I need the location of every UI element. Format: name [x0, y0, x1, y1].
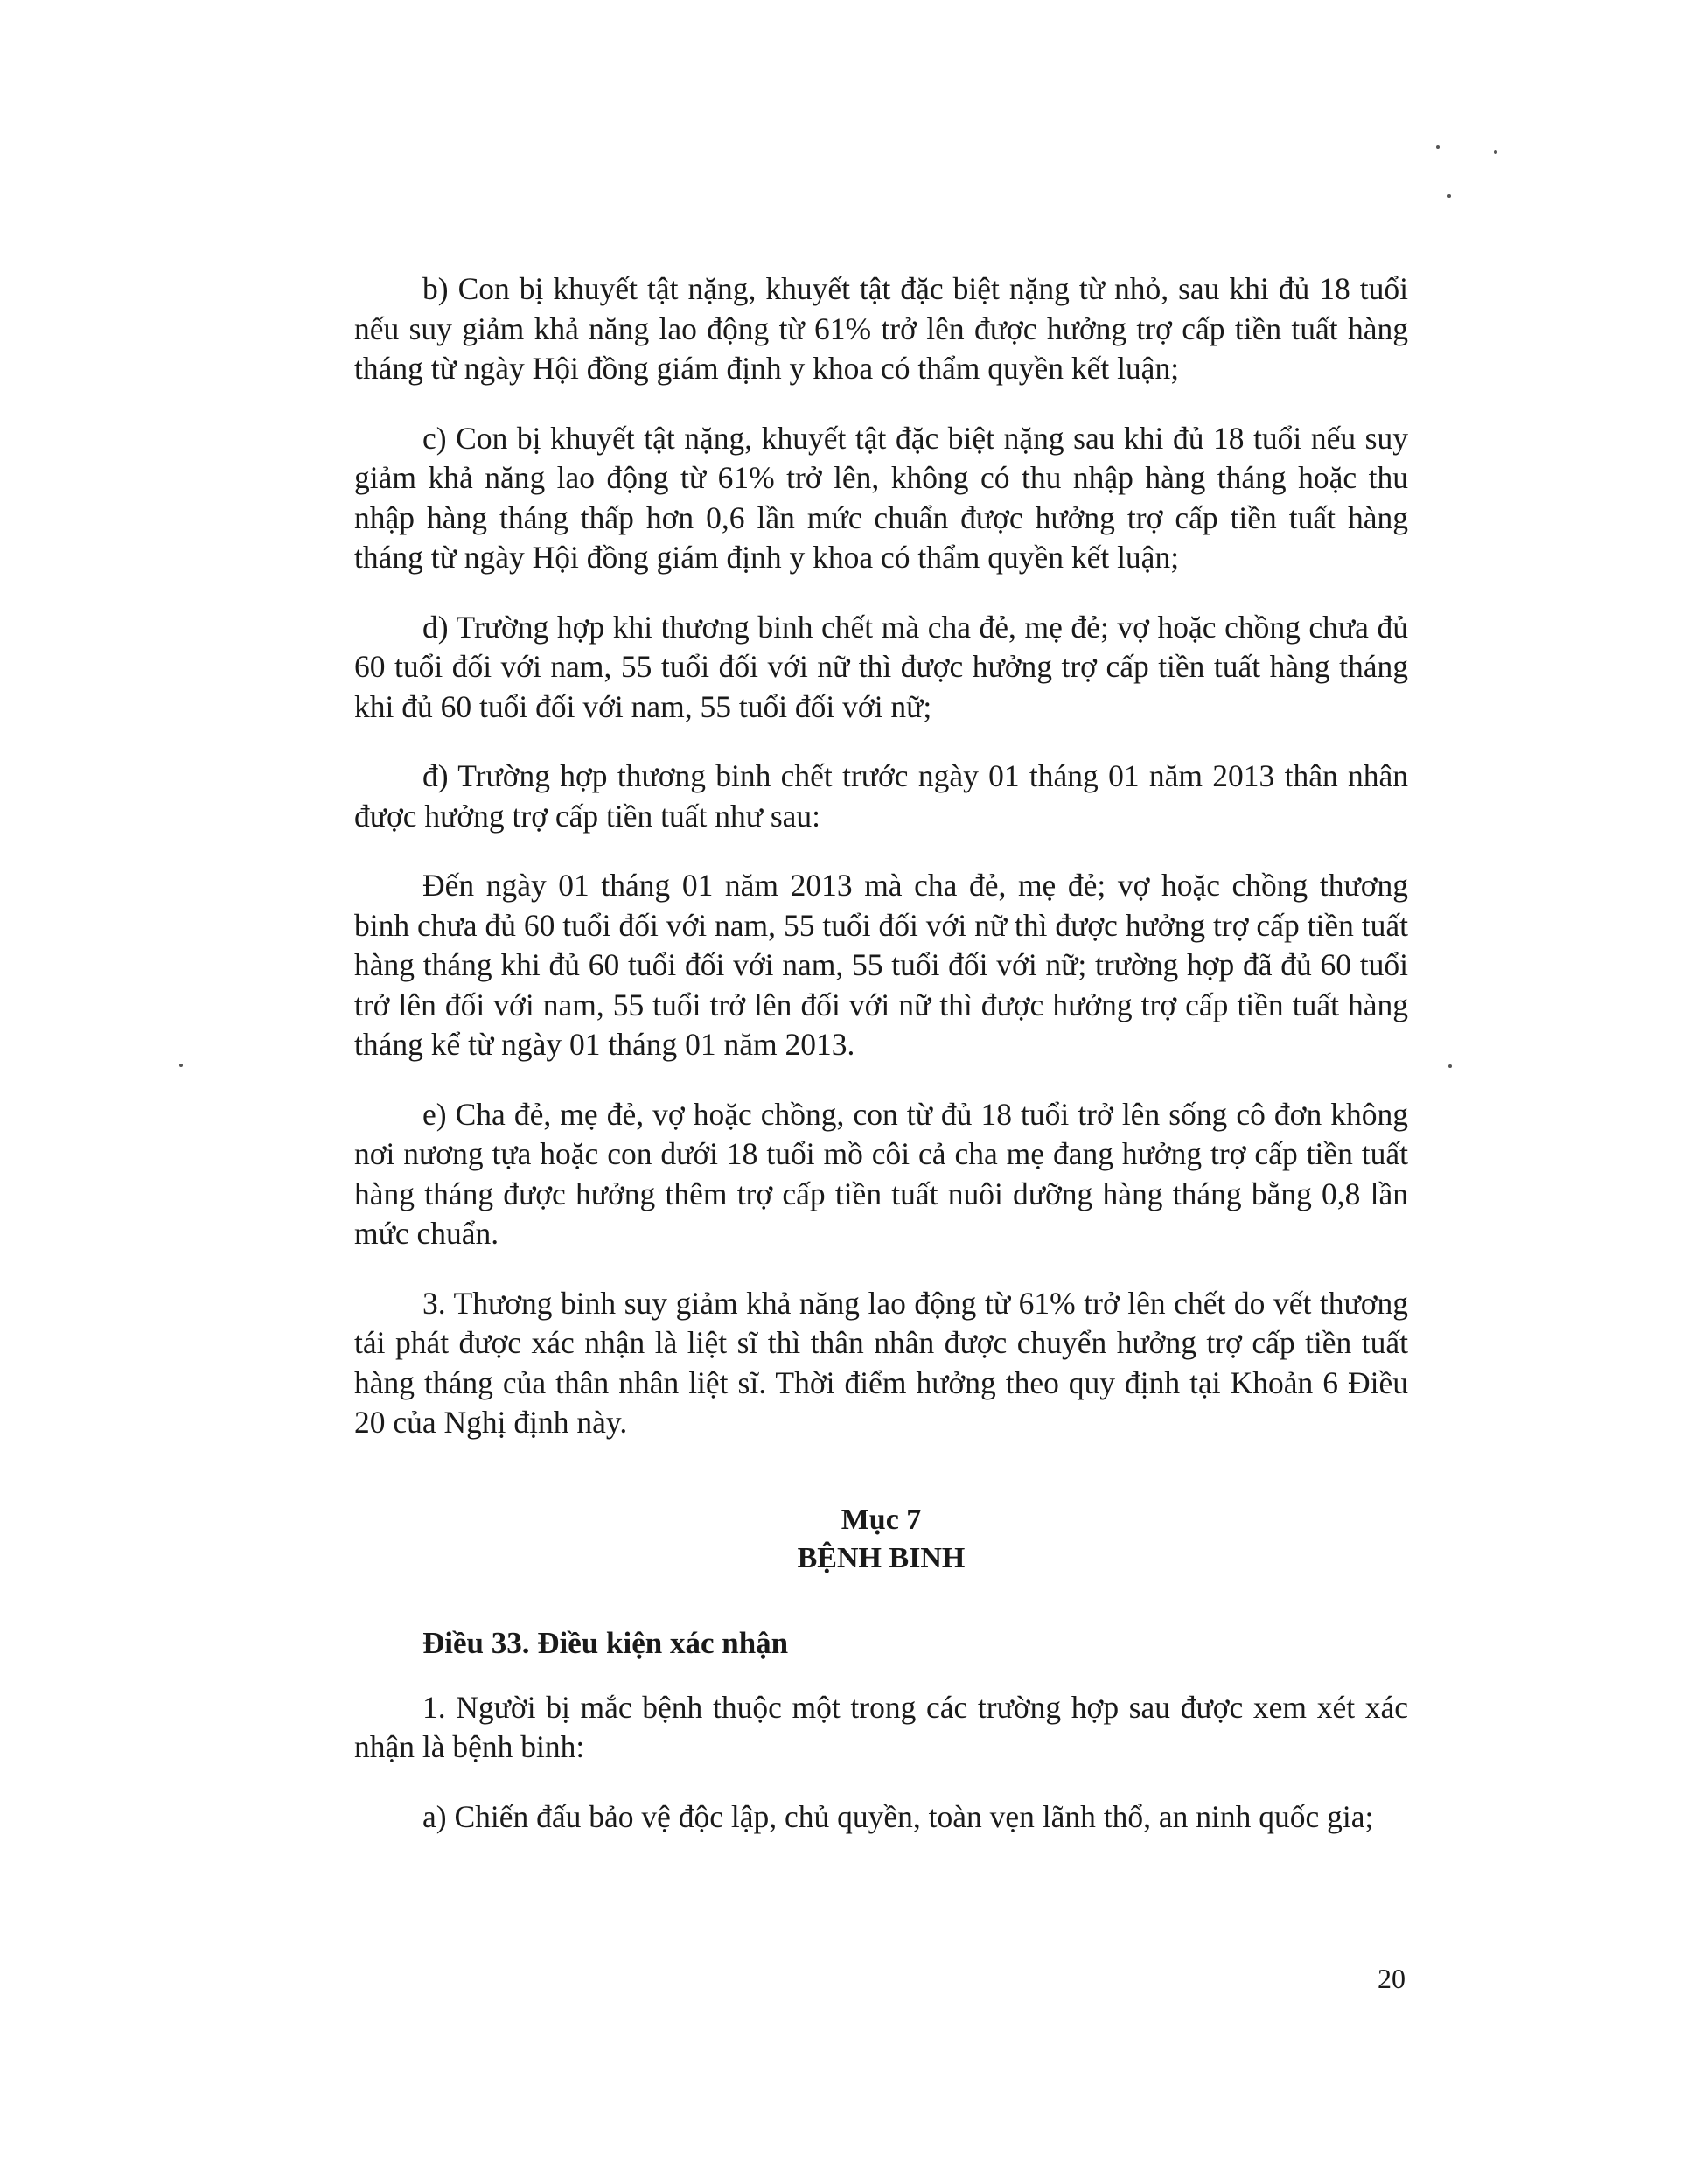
- paragraph-c: c) Con bị khuyết tật nặng, khuyết tật đặc biệt nặng sau khi đủ 18 tuổi nếu suy giảm khả năng lao động từ 61% trở lên, không có thu nhập hàng tháng hoặc thu nhập hàng tháng thấp hơn 0,6 lần mức chuẩn được hưởng trợ cấp tiền tuất hàng tháng từ ngày Hội đồng giám định y khoa có thẩm quyền kết luận;: [354, 420, 1408, 575]
- article-heading: Điều 33. Điều kiện xác nhận: [422, 1625, 789, 1660]
- section-number: Mục 7: [841, 1503, 922, 1536]
- paragraph-clause-3: 3. Thương binh suy giảm khả năng lao động từ 61% trở lên chết do vết thương tái phát được xác nhận là liệt sĩ thì thân nhân được chuyển hưởng trợ cấp tiền tuất hàng tháng của thân nhân liệt sĩ. Thời điểm hưởng theo quy định tại Khoản 6 Điều 20 của Nghị định này.: [354, 1285, 1408, 1440]
- document-body: [354, 269, 1408, 1867]
- scan-speck: [1436, 145, 1440, 149]
- paragraph-b: b) Con bị khuyết tật nặng, khuyết tật đặc biệt nặng từ nhỏ, sau khi đủ 18 tuổi nếu suy giảm khả năng lao động từ 61% trở lên được hưởng trợ cấp tiền tuất hàng tháng từ ngày Hội đồng giám định y khoa có thẩm quyền kết luận;: [354, 271, 1408, 386]
- paragraph-e: e) Cha đẻ, mẹ đẻ, vợ hoặc chồng, con từ đủ 18 tuổi trở lên sống cô đơn không nơi nương tựa hoặc con dưới 18 tuổi mồ côi cả cha mẹ đang hưởng trợ cấp tiền tuất hàng tháng được hưởng thêm trợ cấp tiền tuất nuôi dưỡng hàng tháng bằng 0,8 lần mức chuẩn.: [354, 1096, 1408, 1251]
- scan-speck: [179, 1064, 183, 1067]
- article-clause-1: 1. Người bị mắc bệnh thuộc một trong các trường hợp sau được xem xét xác nhận là bệnh binh:: [354, 1689, 1408, 1764]
- scan-speck: [1447, 194, 1451, 198]
- article-item-a: a) Chiến đấu bảo vệ độc lập, chủ quyền, toàn vẹn lãnh thổ, an ninh quốc gia;: [422, 1798, 1374, 1834]
- section-title: BỆNH BINH: [797, 1541, 966, 1574]
- scan-speck: [1494, 150, 1497, 154]
- paragraph-d: d) Trường hợp khi thương binh chết mà cha đẻ, mẹ đẻ; vợ hoặc chồng chưa đủ 60 tuổi đối với nam, 55 tuổi đối với nữ thì được hưởng trợ cấp tiền tuất hàng tháng khi đủ 60 tuổi đối với nam, 55 tuổi đối với nữ;: [354, 609, 1408, 724]
- paragraph-dd-detail: Đến ngày 01 tháng 01 năm 2013 mà cha đẻ, mẹ đẻ; vợ hoặc chồng thương binh chưa đủ 60 tuổi đối với nam, 55 tuổi đối với nữ thì được hưởng trợ cấp tiền tuất hàng tháng khi đủ 60 tuổi đối với nam, 55 tuổi đối với nữ; trường hợp đã đủ 60 tuổi trở lên đối với nam, 55 tuổi trở lên đối với nữ thì được hưởng trợ cấp tiền tuất hàng tháng kể từ ngày 01 tháng 01 năm 2013.: [354, 868, 1408, 1062]
- section-heading: [354, 1501, 1408, 1578]
- scan-speck: [1448, 1064, 1452, 1068]
- paragraph-dd: đ) Trường hợp thương binh chết trước ngày 01 tháng 01 năm 2013 thân nhân được hưởng trợ cấp tiền tuất như sau:: [354, 758, 1408, 834]
- page-number: 20: [1378, 1963, 1406, 1994]
